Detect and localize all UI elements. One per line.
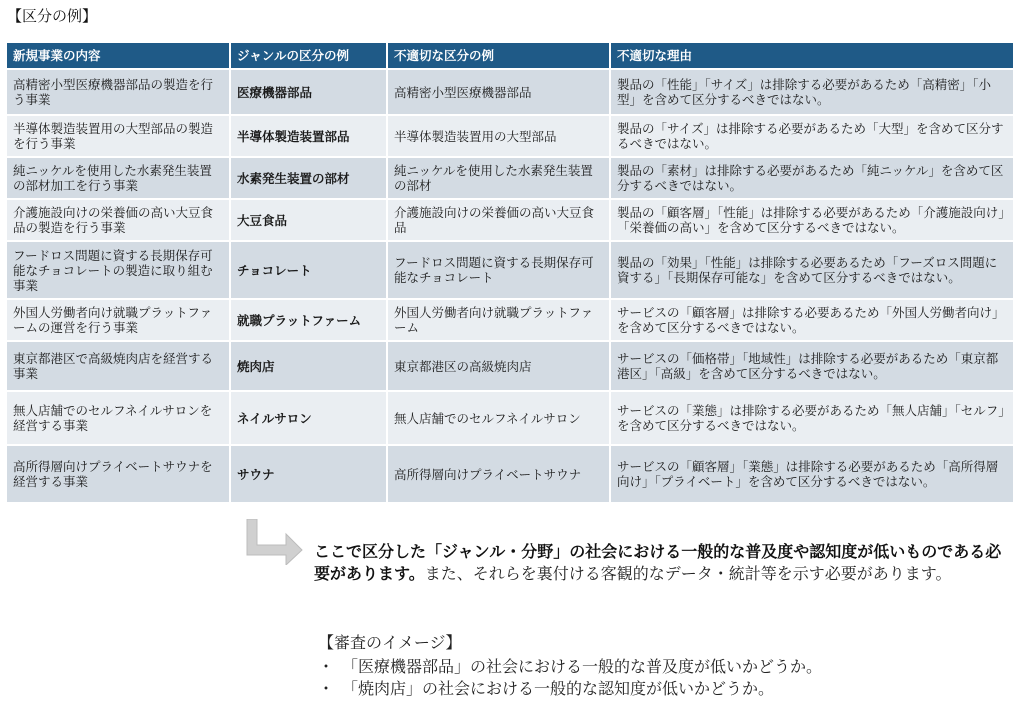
- cell-reason: 製品の「性能」「サイズ」は排除する必要があるため「高精密」「小型」を含めて区分するべきではない。: [611, 70, 1013, 114]
- cell-business-content: 半導体製造装置用の大型部品の製造を行う事業: [7, 116, 229, 156]
- cell-genre: サウナ: [231, 446, 386, 502]
- conclusion-text: [314, 541, 1004, 585]
- cell-business-content: 外国人労働者向け就職プラットファームの運営を行う事業: [7, 300, 229, 340]
- cell-business-content: 高所得層向けプライベートサウナを経営する事業: [7, 446, 229, 502]
- cell-reason: サービスの「価格帯」「地域性」は排除する必要があるため「東京都港区」「高級」を含めて区分するべきではない。: [611, 342, 1013, 390]
- cell-inappropriate-example: 高所得層向けプライベートサウナ: [388, 446, 609, 502]
- table-row: [7, 116, 1013, 156]
- cell-reason: 製品の「素材」は排除する必要があるため「純ニッケル」を含めて区分するべきではない。: [611, 158, 1013, 198]
- cell-reason: 製品の「顧客層」「性能」は排除する必要があるため「介護施設向け」「栄養価の高い」を含めて区分するべきではない。: [611, 200, 1013, 240]
- header-genre-example: ジャンルの区分の例: [231, 43, 386, 68]
- table-row: [7, 342, 1013, 390]
- table-row: [7, 242, 1013, 298]
- cell-inappropriate-example: 無人店舗でのセルフネイルサロン: [388, 392, 609, 444]
- bullet-mark: ・: [318, 679, 335, 698]
- cell-genre: 焼肉店: [231, 342, 386, 390]
- table-row: [7, 392, 1013, 444]
- cell-business-content: 東京都港区で高級焼肉店を経営する事業: [7, 342, 229, 390]
- cell-inappropriate-example: フードロス問題に資する長期保存可能なチョコレート: [388, 242, 609, 298]
- cell-inappropriate-example: 高精密小型医療機器部品: [388, 70, 609, 114]
- cell-business-content: 純ニッケルを使用した水素発生装置の部材加工を行う事業: [7, 158, 229, 198]
- cell-business-content: 無人店舗でのセルフネイルサロンを経営する事業: [7, 392, 229, 444]
- elbow-arrow-icon: [244, 519, 304, 565]
- review-item-text: 「医療機器部品」の社会における一般的な普及度が低いかどうか。: [342, 657, 823, 676]
- review-item-text: 「焼肉店」の社会における一般的な認知度が低いかどうか。: [342, 679, 775, 698]
- cell-reason: 製品の「サイズ」は排除する必要があるため「大型」を含めて区分するべきではない。: [611, 116, 1013, 156]
- cell-reason: サービスの「顧客層」は排除する必要あるため「外国人労働者向け」を含めて区分するべきではない。: [611, 300, 1013, 340]
- review-heading: 【審査のイメージ】: [318, 633, 462, 652]
- cell-reason: サービスの「業態」は排除する必要があるため「無人店舗」「セルフ」を含めて区分するべきではない。: [611, 392, 1013, 444]
- cell-reason: 製品の「効果」「性能」は排除する必要あるため「フーズロス問題に資する」「長期保存可能な」を含めて区分するべきではない。: [611, 242, 1013, 298]
- table-row: [7, 158, 1013, 198]
- cell-genre: 大豆食品: [231, 200, 386, 240]
- header-business-content: 新規事業の内容: [7, 43, 229, 68]
- examples-table: [5, 41, 1015, 504]
- cell-genre: チョコレート: [231, 242, 386, 298]
- cell-genre: 水素発生装置の部材: [231, 158, 386, 198]
- conclusion-bold: ここで区分した「ジャンル・分野」の社会における一般的な普及度や認知度が低いものである必要があります。: [314, 542, 1002, 583]
- cell-inappropriate-example: 介護施設向けの栄養価の高い大豆食品: [388, 200, 609, 240]
- cell-genre: 半導体製造装置部品: [231, 116, 386, 156]
- cell-reason: サービスの「顧客層」「業態」は排除する必要があるため「高所得層向け」「プライベート」を含めて区分するべきではない。: [611, 446, 1013, 502]
- table-row: [7, 200, 1013, 240]
- cell-genre: 医療機器部品: [231, 70, 386, 114]
- section-title: 【区分の例】: [7, 7, 98, 25]
- cell-inappropriate-example: 東京都港区の高級焼肉店: [388, 342, 609, 390]
- cell-business-content: フードロス問題に資する長期保存可能なチョコレートの製造に取り組む事業: [7, 242, 229, 298]
- header-inappropriate-example: 不適切な区分の例: [388, 43, 609, 68]
- table-row: [7, 446, 1013, 502]
- cell-inappropriate-example: 純ニッケルを使用した水素発生装置の部材: [388, 158, 609, 198]
- list-item: [318, 678, 822, 700]
- cell-business-content: 高精密小型医療機器部品の製造を行う事業: [7, 70, 229, 114]
- conclusion-normal: また、それらを裏付ける客観的なデータ・統計等を示す必要があります。: [424, 564, 952, 583]
- table-header-row: [7, 43, 1013, 68]
- cell-business-content: 介護施設向けの栄養価の高い大豆食品の製造を行う事業: [7, 200, 229, 240]
- cell-inappropriate-example: 半導体製造装置用の大型部品: [388, 116, 609, 156]
- cell-genre: ネイルサロン: [231, 392, 386, 444]
- cell-inappropriate-example: 外国人労働者向け就職プラットファーム: [388, 300, 609, 340]
- review-list: [318, 656, 822, 700]
- bullet-mark: ・: [318, 657, 335, 676]
- table-row: [7, 300, 1013, 340]
- header-inappropriate-reason: 不適切な理由: [611, 43, 1013, 68]
- cell-genre: 就職プラットファーム: [231, 300, 386, 340]
- table-row: [7, 70, 1013, 114]
- list-item: [318, 656, 822, 678]
